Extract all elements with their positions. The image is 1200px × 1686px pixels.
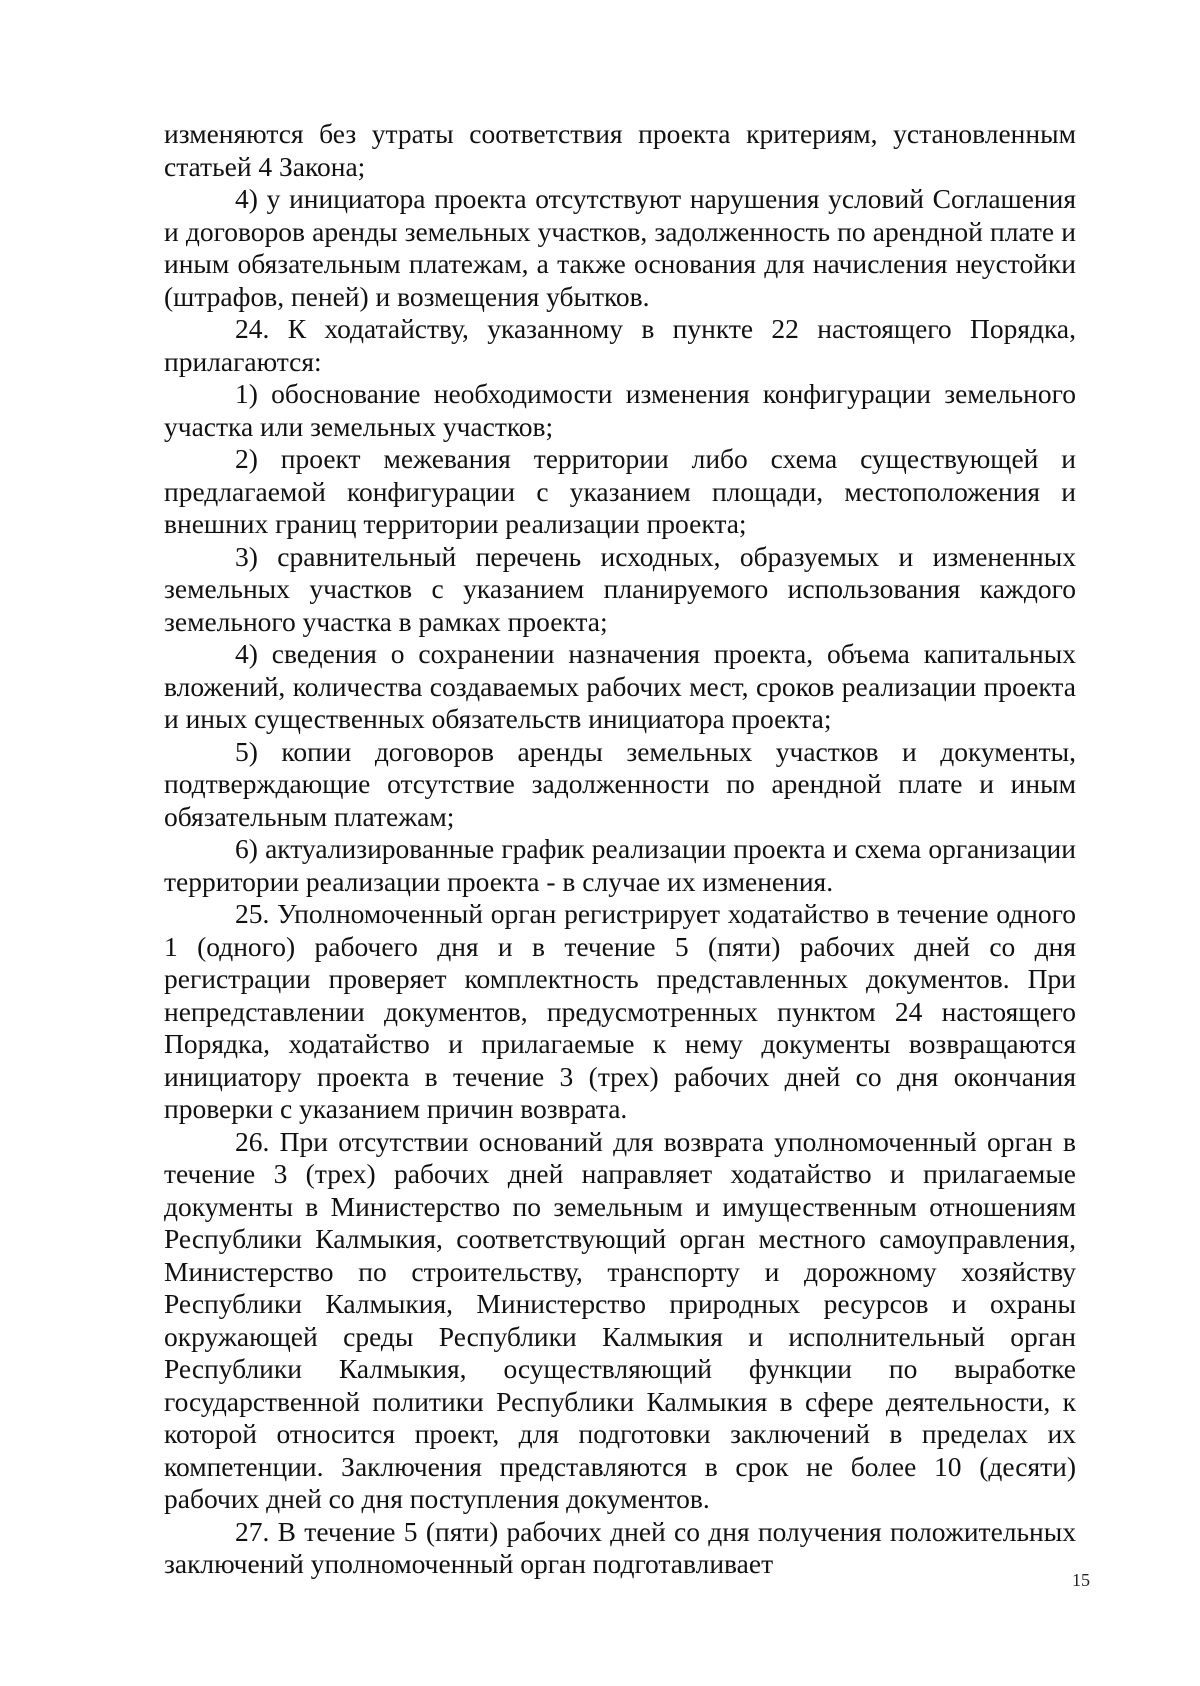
page-number: 15 [1072,1570,1090,1590]
paragraph-24-item-1: 1) обоснование необходимости изменения конфигурации земельного участка или земельных участков; [164,378,1076,442]
paragraph-item-4-initiator-violations: 4) у инициатора проекта отсутствуют нарушения условий Соглашения и договоров аренды земельных участков, задолженность по арендной плате и иным обязательным платежам, а также основания для начисления неустойки (штрафов, пеней) и возмещения убытков. [164,183,1076,312]
paragraph-24-item-4: 4) сведения о сохранении назначения проекта, объема капитальных вложений, количества создаваемых рабочих мест, сроков реализации проекта и иных существенных обязательств инициатора проекта; [164,638,1076,734]
paragraph-24-item-2: 2) проект межевания территории либо схема существующей и предлагаемой конфигурации с указанием площади, местоположения и внешних границ территории реализации проекта; [164,443,1076,539]
document-body [164,118,1076,1581]
paragraph-24-item-3: 3) сравнительный перечень исходных, образуемых и измененных земельных участков с указанием планируемого использования каждого земельного участка в рамках проекта; [164,540,1076,637]
paragraph-24: 24. К ходатайству, указанному в пункте 22 настоящего Порядка, прилагаются: [164,313,1076,377]
paragraph-27: 27. В течение 5 (пяти) рабочих дней со дня получения положительных заключений уполномоченный орган подготавливает [164,1515,1076,1579]
paragraph-24-item-6: 6) актуализированные график реализации проекта и схема организации территории реализации проекта - в случае их изменения. [164,833,1076,897]
paragraph-26: 26. При отсутствии оснований для возврата уполномоченный орган в течение 3 (трех) рабочих дней направляет ходатайство и прилагаемые документы в Министерство по земельным и имущественным отношениям Республики Калмыкия, соответствующий орган местного самоуправления, Министерство по строительству, транспорту и дорожному хозяйству Республики Калмыкия, Министерство природных ресурсов и охраны окружающей среды Республики Калмыкия и исполнительный орган Республики Калмыкия, осуществляющий функции по выработке государственной политики Республики Калмыкия в сфере деятельности, к которой относится проект, для подготовки заключений в пределах их компетенции. Заключения представляются в срок не более 10 (десяти) рабочих дней со дня поступления документов. [164,1125,1076,1514]
paragraph-24-item-5: 5) копии договоров аренды земельных участков и документы, подтверждающие отсутствие задолженности по арендной плате и иным обязательным платежам; [164,735,1076,832]
paragraph-25: 25. Уполномоченный орган регистрирует ходатайство в течение одного 1 (одного) рабочего дня и в течение 5 (пяти) рабочих дней со дня регистрации проверяет комплектность представленных документов. При непредставлении документов, предусмотренных пунктом 24 настоящего Порядка, ходатайство и прилагаемые к нему документы возвращаются инициатору проекта в течение 3 (трех) рабочих дней со дня окончания проверки с указанием причин возврата. [164,898,1076,1124]
paragraph-continuation: изменяются без утраты соответствия проекта критериям, установленным статьей 4 Закона; [164,118,1076,182]
